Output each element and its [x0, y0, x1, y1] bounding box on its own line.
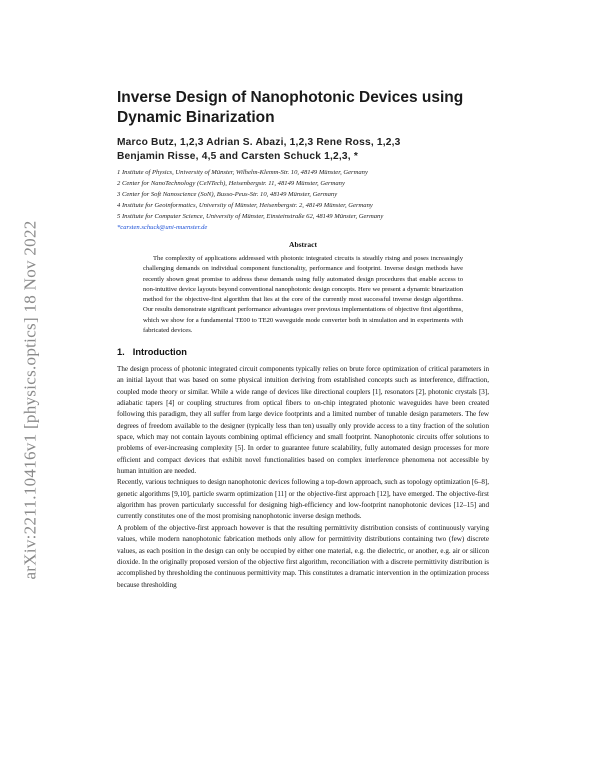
- authors-line-1: Marco Butz, 1,2,3 Adrian S. Abazi, 1,2,3 Rene Ross, 1,2,3: [117, 137, 401, 148]
- arxiv-id: arXiv:2211.10416v1 [physics.optics] 18 Nov 2022: [21, 220, 41, 580]
- section-title: Introduction: [132, 347, 187, 357]
- body-text: [117, 364, 489, 591]
- section-heading: [117, 347, 187, 357]
- affiliation-5: 5 Institute for Computer Science, University of Münster, Einsteinstraße 62, 48149 Münster, Germany: [117, 213, 384, 220]
- abstract-heading: Abstract: [289, 240, 317, 249]
- section-number: 1.: [117, 347, 125, 357]
- author-list: [117, 136, 489, 164]
- corresponding-email-link[interactable]: *carsten.schuck@uni-muenster.de: [117, 224, 208, 231]
- paragraph-3: A problem of the objective-first approach however is that the resulting permittivity distribution consists of continuously varying values, while modern nanophotonic fabrication methods only allow for permittivity distributions containing two (few) discrete values, as each position in the design can only be occupied by either one material, e.g. the dielectric, or another, e.g. air or silicon dioxide. In the originally proposed version of the objective first algorithm, reconciliation with a discrete permittivity distribution is accomplished by thresholding the continuous permittivity map. This constitutes a dramatic intervention in the optimization process because thresholding: [117, 523, 489, 589]
- paragraph-2: Recently, various techniques to design nanophotonic devices following a top-down approach, such as topology optimization [6–8], genetic algorithms [9,10], particle swarm optimization [11] or the objective-first approach [12], have emerged. The objective-first algorithm has proven particularly successful for designing high-efficiency and low-footprint nanophotonic devices [12–15] and currently constitutes one of the most promising nanophotonic inverse design methods.: [117, 478, 489, 521]
- paragraph-1: The design process of photonic integrated circuit components typically relies on brute force optimization of critical parameters in an initial layout that was based on some physical intuition deriving from established concepts such as interference, diffraction, coupled mode theory or similar. While a wide range of devices like directional couplers [1], resonators [2], photonic crystals [3], adiabatic tapers [4] or coupling structures from optical fibers to on-chip integrated photonic waveguides have been created following this paradigm, they all suffer from large device footprints and a limited number of tunable design parameters. The few degrees of freedom available to the designer (typically less than ten) usually only provide access to a tiny fraction of the solution space, which may not contain layouts combining optimal efficiency and small footprint. Nanophotonic circuits offer solutions to problems of ever-increasing complexity [5]. In order to guarantee future scalability, fully automated design processes for more efficient and compact devices that exhibit novel functionalities based on complex interference phenomena not accessible by human intuition are needed.: [117, 365, 489, 476]
- affiliation-list: [117, 167, 489, 233]
- paper-title: Inverse Design of Nanophotonic Devices using Dynamic Binarization: [117, 89, 464, 126]
- affiliation-3: 3 Center for Soft Nanoscience (SoN), Busso-Peus-Str. 10, 48149 Münster, Germany: [117, 191, 338, 198]
- authors-line-2: Benjamin Risse, 4,5 and Carsten Schuck 1,2,3, *: [117, 151, 358, 162]
- affiliation-1: 1 Institute of Physics, University of Münster, Wilhelm-Klemm-Str. 10, 48149 Münster, Germany: [117, 169, 368, 176]
- arxiv-sidebar-stamp: [18, 190, 44, 610]
- affiliation-4: 4 Institute for Geoinformatics, University of Münster, Heisenbergstr. 2, 48149 Münster, Germany: [117, 202, 373, 209]
- abstract-text: The complexity of applications addressed with photonic integrated circuits is steadily rising and poses increasingly challenging demands on individual component functionality, performance and footprint. Inverse design methods have recently shown great promise to address these demands using fully automated design procedures that enable access to non-intuitive device layouts beyond conventional nanophotonic design concepts. Here we present a dynamic binarization method for the objective-first algorithm that lies at the core of the currently most successful inverse design algorithms. Our results demonstrate significant performance advantages over previous implementations of objective first algorithms, which we show for a fundamental TE00 to TE20 waveguide mode converter both in simulation and in experiments with fabricated devices.: [143, 255, 463, 335]
- affiliation-2: 2 Center for NanoTechnology (CeNTech), Heisenbergstr. 11, 48149 Münster, Germany: [117, 180, 345, 187]
